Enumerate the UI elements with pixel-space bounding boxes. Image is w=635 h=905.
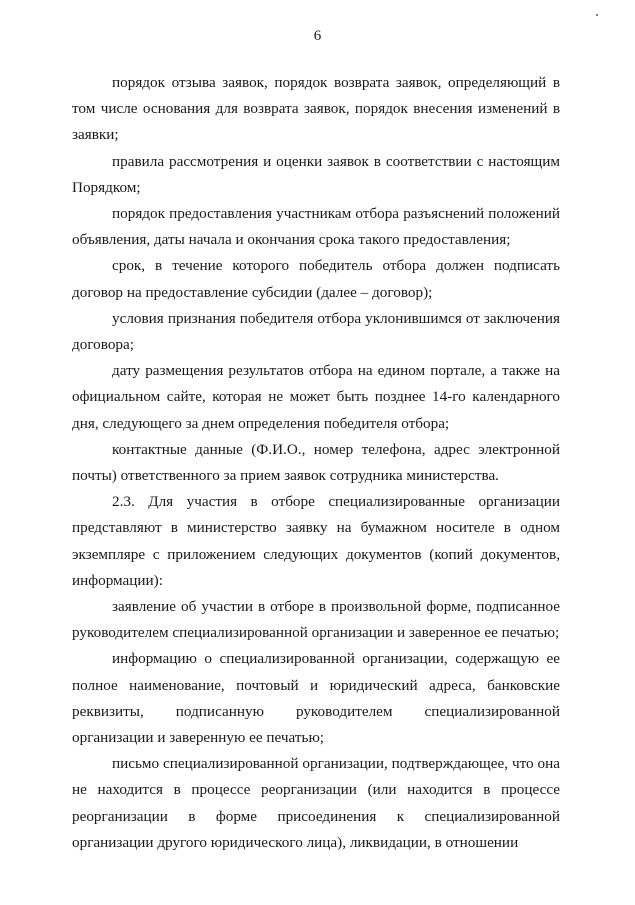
paragraph-section-2-3: 2.3. Для участия в отборе специализированные организации представляют в министерство заявку на бумажном носителе в одном экземпляре с приложением следующих документов (копий документов, информации): xyxy=(72,493,560,589)
paragraph-reorganization-letter: письмо специализированной организации, подтверждающее, что она не находится в процессе реорганизации (или находится в процессе реорганизации в форме присоединения к специализированной организации другого юридического лица), ликвидации, в отношении xyxy=(72,755,560,851)
paragraph-withdrawal-order: порядок отзыва заявок, порядок возврата заявок, определяющий в том числе основания для возврата заявок, порядок внесения изменений в заявки; xyxy=(72,74,560,144)
paragraph-results-publication: дату размещения результатов отбора на едином портале, а также на официальном сайте, которая не может быть позднее 14-го календарного дня, следующего за днем определения победителя отбора; xyxy=(72,362,560,432)
paragraph-application-statement: заявление об участии в отборе в произвольной форме, подписанное руководителем специализированной организации и заверенное ее печатью; xyxy=(72,598,560,642)
paragraph-organization-info: информацию о специализированной организации, содержащую ее полное наименование, почтовый и юридический адреса, банковские реквизиты, подписанную руководителем специализированной организации и заверенную ее печатью; xyxy=(72,650,560,747)
paragraph-contract-deadline: срок, в течение которого победитель отбора должен подписать договор на предоставление субсидии (далее – договор); xyxy=(72,257,560,301)
paragraph-clarifications-order: порядок предоставления участникам отбора разъяснений положений объявления, даты начала и окончания срока такого предоставления; xyxy=(72,205,560,249)
paragraph-contact-details: контактные данные (Ф.И.О., номер телефона, адрес электронной почты) ответственного за прием заявок сотрудника министерства. xyxy=(72,440,560,485)
paragraph-review-rules: правила рассмотрения и оценки заявок в соответствии с настоящим Порядком; xyxy=(72,152,560,196)
document-body xyxy=(72,70,560,856)
paragraph-evasion-conditions: условия признания победителя отбора уклонившимся от заключения договора; xyxy=(72,309,560,354)
scan-speck xyxy=(596,14,598,16)
page-number: 6 xyxy=(313,28,322,44)
